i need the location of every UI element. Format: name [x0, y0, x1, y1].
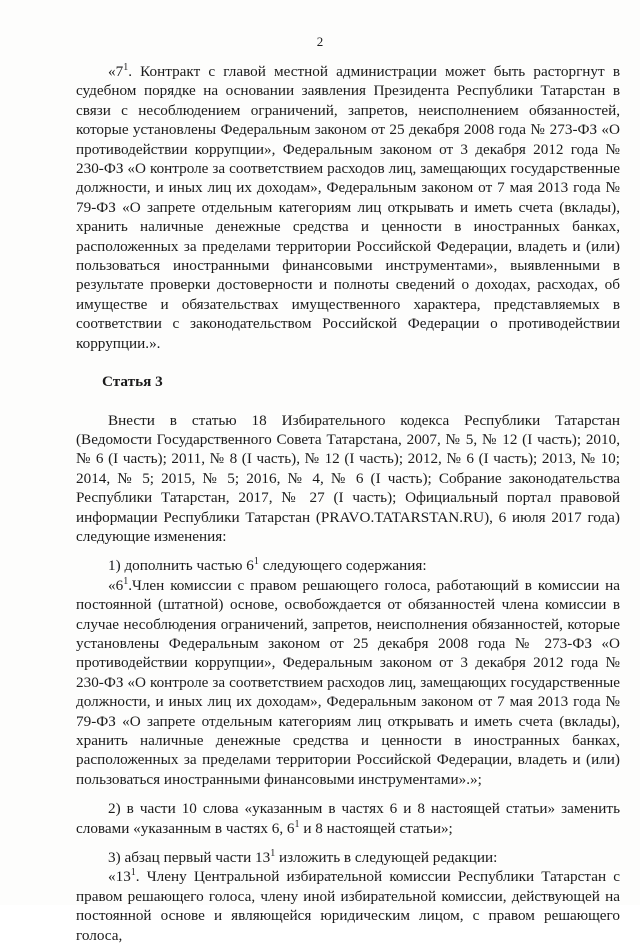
paragraph-item-3: 3) абзац первый части $13^1$ изложить в следующей редакции:	[108, 847, 498, 867]
paragraph-part-6-1: «$6^1.Член$ комиссии с правом решающего голоса, работающий в комиссии на постоянной (штатной) основе, освобождается от обязанностей члена комиссии в случае несоблюдения ограничений, запретов, неисполнения обязанностей, которые установлены Федеральным законом от 25 декабря 2008 года № 273-ФЗ «О противодействии коррупции», Федеральным законом от 3 декабря 2012 года № 230-ФЗ «О контроле за соответствием расходов лиц, замещающих государственные должности, и иных лиц их доходам», Федеральным законом от 7 мая 2013 года № 79-ФЗ «О запрете отдельным категориям лиц открывать и иметь счета (вклады), хранить наличные денежные средства и ценности в иностранных банках, расположенных за пределами территории Российской Федерации, владеть и (или) пользоваться иностранными финансовыми инструментами».»;	[76, 575, 620, 788]
paragraph-item-2: 2) в части 10 слова «указанным в частях 6 и 8 настоящей статьи» заменить словами «указанным в частях 6, $6^1$ и 8 настоящей статьи»;	[76, 800, 620, 837]
page-number: 2	[316, 34, 324, 49]
paragraph-part-13-1: «$13^1$. Члену Центральной избирательной комиссии Республики Татарстан с правом решающего голоса, члену иной избирательной комиссии, действующей на постоянной основе и являющейся юридическим лицом, с правом решающего голоса,	[76, 867, 620, 944]
article-heading: Статья 3	[102, 373, 163, 391]
paragraph-item-1: 1) дополнить частью $6^1$ следующего содержания:	[108, 556, 427, 575]
paragraph-7-1: «$7^1$. Контракт с главой местной администрации может быть расторгнут в судебном порядке на основании заявления Президента Республики Татарстан в связи с несоблюдением ограничений, запретов, неисполнением обязанностей, которые установлены Федеральным законом от 25 декабря 2008 года № 273-ФЗ «О противодействии коррупции», Федеральным законом от 3 декабря 2012 года № 230-ФЗ «О контроле за соответствием расходов лиц, замещающих государственные должности, и иных лиц их доходам», Федеральным законом от 7 мая 2013 года № 79-ФЗ «О запрете отдельным категориям лиц открывать и иметь счета (вклады), хранить наличные денежные средства и ценности в иностранных банках, расположенных за пределами территории Российской Федерации, владеть и (или) пользоваться иностранными финансовыми инструментами», выявленными в результате проверки достоверности и полноты сведений о доходах, расходах, об имуществе и обязательствах имущественного характера, представляемых в соответствии с законодательством Российской Федерации о противодействии коррупции.».	[76, 61, 620, 352]
document-body	[76, 62, 620, 945]
paragraph-article-intro: Внести в статью 18 Избирательного кодекса Республики Татарстан (Ведомости Государственного Совета Татарстана, 2007, № 5, № 12 (I часть); 2010, № 6 (I часть); 2011, № 8 (I часть), № 12 (I часть); 2012, № 6 (I часть); 2013, № 10; 2014, № 5; 2015, № 5; 2016, № 4, № 6 (I часть); Собрание законодательства Республики Татарстан, 2017, № 27 (I часть); Официальный портал правовой информации Республики Татарстан (PRAVO.TATARSTAN.RU), 6 июля 2017 года) следующие изменения:	[76, 411, 620, 545]
